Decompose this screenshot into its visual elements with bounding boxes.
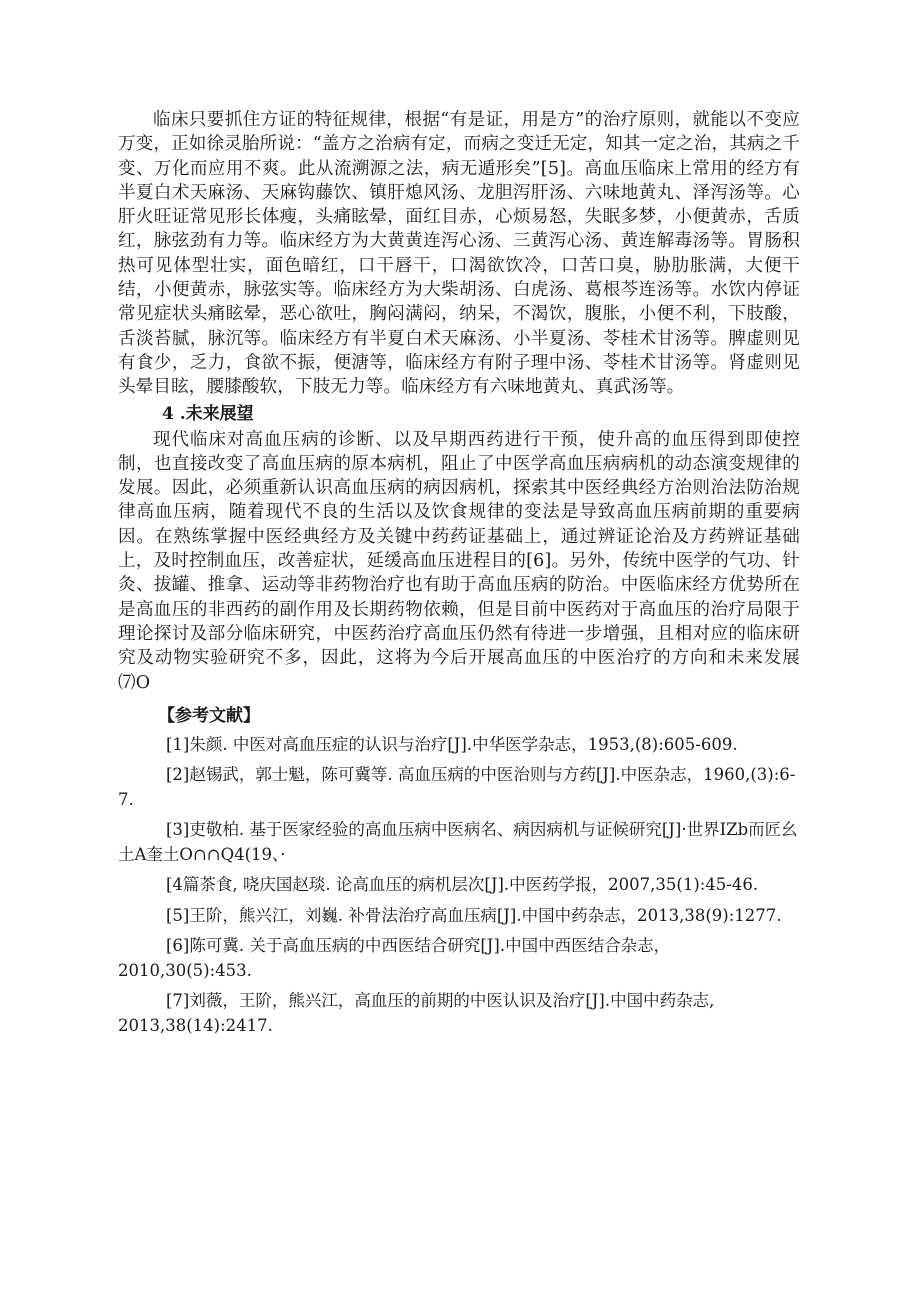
body-paragraph-2: 现代临床对高血压病的诊断、以及早期西药进行干预，使升高的血压得到即使控制，也直接改变了高血压病的原本病机，阻止了中医学高血压病病机的动态演变规律的发展。因此，必须重新认识高血压病的病因病机，探索其中医经典经方治则治法防治规律高血压病，随着现代不良的生活以及饮食规律的变法是导致高血压病前期的重要病因。在熟练掌握中医经典经方及关键中药药证基础上，通过辨证论治及方药辨证基础上，及时控制血压，改善症状，延缓高血压进程目的[6]。另外，传统中医学的气功、针灸、拔罐、推拿、运动等非药物治疗也有助于高血压病的防治。中医临床经方优势所在是高血压的非西药的副作用及长期药物依赖，但是目前中医药对于高血压的治疗局限于理论探讨及部分临床研究，中医药治疗高血压仍然有待进一步增强，且相对应的临床研究及动物实验研究不多，因此，这将为今后开展高血压的中医治疗的方向和未来发展⑺O — [118, 429, 800, 693]
document-page — [118, 108, 800, 1044]
body-paragraph-1: 临床只要抓住方证的特征规律，根据“有是证，用是方”的治疗原则，就能以不变应万变，正如徐灵胎所说：“盖方之治病有定，而病之变迁无定，知其一定之治，其病之千变、万化而应用不爽。此从流溯源之法，病无遁形矣”[5]。高血压临床上常用的经方有半夏白术天麻汤、天麻钩藤饮、镇肝熄风汤、龙胆泻肝汤、六味地黄丸、泽泻汤等。心肝火旺证常见形长体瘦，头痛眩晕，面红目赤，心烦易怒，失眠多梦，小便黄赤，舌质红，脉弦劲有力等。临床经方为大黄黄连泻心汤、三黄泻心汤、黄连解毒汤等。胃肠积热可见体型壮实，面色暗红，口干唇干，口渴欲饮冷，口苦口臭，胁肋胀满，大便干结，小便黄赤，脉弦实等。临床经方为大柴胡汤、白虎汤、葛根芩连汤等。水饮内停证常见症状头痛眩晕，恶心欲吐，胸闷满闷，纳呆，不渴饮，腹胀，小便不利，下肢酸，舌淡苔腻，脉沉等。临床经方有半夏白术天麻汤、小半夏汤、苓桂术甘汤等。脾虚则见有食少，乏力，食欲不振，便溏等，临床经方有附子理中汤、苓桂术甘汤等。肾虚则见头晕目眩，腰膝酸软，下肢无力等。临床经方有六味地黄丸、真武汤等。 — [118, 110, 800, 398]
references-heading: 【参考文献】 — [158, 705, 260, 726]
section-heading-future: 4 .未来展望 — [162, 403, 254, 424]
reference-item-3: [3]吏敬柏. 基于医家经验的高血压病中医病名、病因病机与证候研究[J]·世界IZb而匠幺土A奎土O∩∩Q4(19、· — [118, 820, 798, 864]
reference-item-6: [6]陈可冀. 关于高血压病的中西医结合研究[J].中国中西医结合杂志，2010,30(5):453. — [118, 936, 671, 980]
reference-item-5: [5]王阶，熊兴江，刘巍. 补骨法治疗高血压病[J].中国中药杂志，2013,38(9):1277. — [166, 905, 782, 925]
reference-item-4: [4篇茶食, 哓庆国赵琰. 论高血压的病机层次[J].中医药学报，2007,35(1):45-46. — [166, 875, 759, 895]
references-list — [118, 733, 800, 1039]
reference-item-7: [7]刘薇，王阶，熊兴江，高血压的前期的中医认识及治疗[J].中国中药杂志, 2013,38(14):2417. — [118, 991, 715, 1035]
reference-item-1: [1]朱颜. 中医对高血压症的认识与治疗[J].中华医学杂志，1953,(8):605-609. — [166, 734, 738, 754]
reference-item-2: [2]赵锡武，郭士魁，陈可冀等. 高血压病的中医治则与方药[J].中医杂志，1960,(3):6-7. — [118, 765, 796, 809]
